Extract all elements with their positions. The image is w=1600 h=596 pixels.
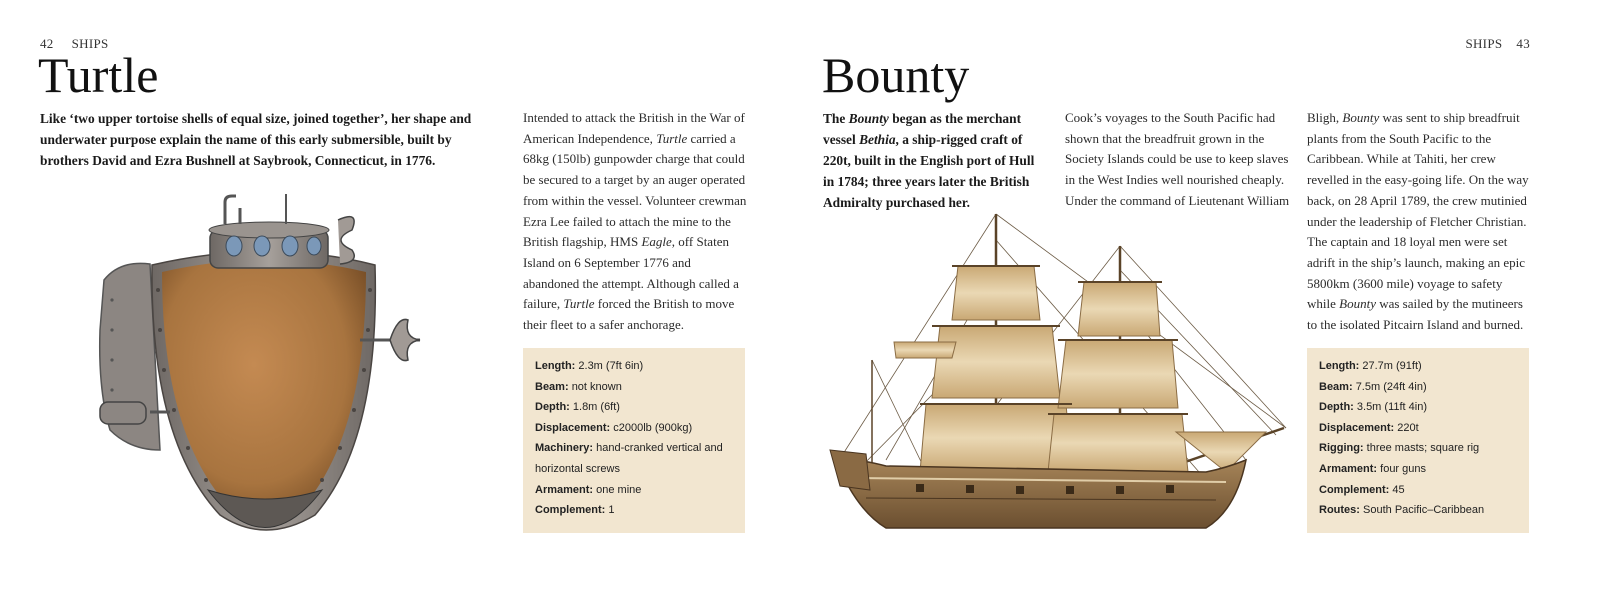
spec-complement: Complement: 1 (535, 504, 615, 517)
spec-length: Length: 2.3m (7ft 6in) (535, 360, 644, 372)
spec-beam: Beam: 7.5m (24ft 4in) (1319, 380, 1427, 393)
spec-armament: Armament: one mine (535, 483, 642, 496)
spec-length: Length: 27.7m (91ft) (1319, 360, 1422, 372)
spec-machinery: Machinery: hand-cranked vertical and horizontal screws (535, 442, 723, 475)
bounty-intro: The Bounty began as the merchant vessel Bethia, a ship-rigged craft of 220t, built in the English port of Hull in 1784; three years later the British Admiralty purchased her. (823, 111, 1035, 210)
spec-complement: Complement: 45 (1319, 483, 1405, 496)
spec-armament: Armament: four guns (1319, 462, 1427, 475)
section-label: SHIPS (71, 36, 109, 51)
turtle-body-text: Intended to attack the British in the War of American Independence, Turtle carried a 68kg (150lb) gunpowder charge that could be secured to a target by an auger operated from within the vessel. Volunteer crewman Ezra Lee failed to attach the mine to the British flagship, HMS Eagle, off Staten Island on 6 September 1776 and abandoned the attempt. Although called a failure, Turtle forced the British to move their fleet to a safer anchorage. (523, 110, 747, 333)
section-label: SHIPS (1465, 36, 1503, 51)
turtle-submarine-illustration (90, 190, 450, 552)
bounty-specs-box (1307, 348, 1529, 533)
bounty-ship-illustration (826, 210, 1288, 540)
page-title-bounty: Bounty (822, 47, 970, 103)
spec-displacement: Displacement: 220t (1319, 421, 1419, 434)
spec-beam: Beam: not known (535, 380, 622, 393)
page-number: 42 (40, 36, 54, 51)
turtle-intro: Like ‘two upper tortoise shells of equal size, joined together’, her shape and underwater purpose explain the name of this early submersible, built by brothers David and Ezra Bushnell at Saybrook, Connecticut, in 1776. (40, 111, 472, 168)
spec-depth: Depth: 3.5m (11ft 4in) (1319, 401, 1427, 414)
bounty-body-col1: Cook’s voyages to the South Pacific had shown that the breadfruit grown in the Society Islands could be use to keep slaves in the West Indies well nourished cheaply. Under the command of Lieutenant William (1065, 110, 1290, 208)
spec-depth: Depth: 1.8m (6ft) (535, 401, 620, 414)
page-number: 43 (1516, 36, 1530, 51)
spec-rigging: Rigging: three masts; square rig (1319, 442, 1480, 455)
page-title-turtle: Turtle (38, 47, 159, 103)
bounty-body-col2: Bligh, Bounty was sent to ship breadfruit plants from the South Pacific to the Caribbean. While at Tahiti, her crew revelled in the easy-going life. On the way back, on 28 April 1789, the crew mutinied under the leadership of Fletcher Christian. The captain and 18 loyal men were set adrift in the ship’s launch, making an epic 5800km (3600 mile) voyage to safety while Bounty was sailed by the mutineers to the isolated Pitcairn Island and burned. (1307, 110, 1529, 333)
spec-displacement: Displacement: c2000lb (900kg) (535, 421, 693, 434)
turtle-specs-box (523, 348, 745, 533)
right-folio (1465, 36, 1530, 52)
spec-routes: Routes: South Pacific–Caribbean (1319, 504, 1485, 517)
